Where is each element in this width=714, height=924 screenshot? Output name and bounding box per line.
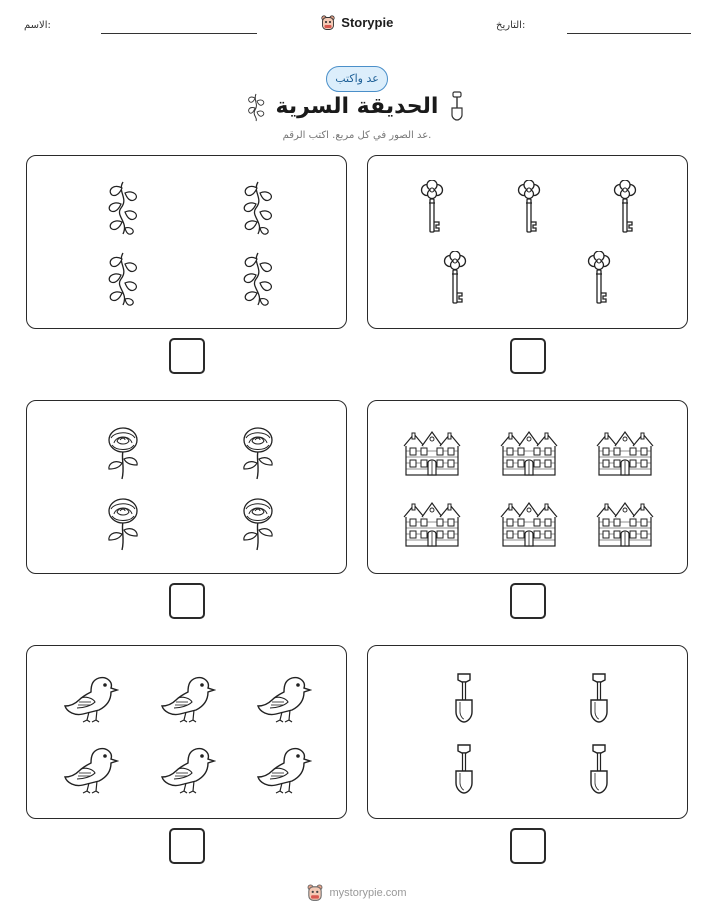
counting-box [367,645,688,819]
storypie-mascot-icon [307,884,323,902]
key-icon [515,180,543,236]
bird-icon [63,672,119,724]
name-label: الاسم: [24,20,51,31]
bird-icon [256,672,312,724]
brand-logo [0,14,714,31]
answer-box[interactable] [510,828,546,864]
answer-box[interactable] [169,828,205,864]
bird-icon [160,672,216,724]
shovel-icon [587,672,611,724]
bird-icon [63,743,119,795]
answer-box[interactable] [169,338,205,374]
bird-icon [256,743,312,795]
vine-icon [238,180,278,236]
key-icon [611,180,639,236]
answer-box[interactable] [510,338,546,374]
bird-icon [160,743,216,795]
date-label: التاريخ: [496,20,526,31]
house-icon [499,500,559,548]
footer [0,884,714,902]
answer-box[interactable] [169,583,205,619]
key-icon [418,180,446,236]
rose-icon [103,425,143,481]
shovel-icon [452,743,476,795]
counting-box [26,155,347,329]
page-title: الحديقة السرية [275,94,439,119]
shovel-icon [449,91,465,121]
name-line[interactable] [101,33,257,34]
counting-box [26,645,347,819]
house-icon [499,429,559,477]
shovel-icon [452,672,476,724]
key-icon [441,251,469,307]
vine-icon [238,251,278,307]
rose-icon [238,496,278,552]
storypie-mascot-icon [321,15,335,31]
shovel-icon [587,743,611,795]
footer-url[interactable]: mystorypie.com [329,887,407,899]
key-icon [585,251,613,307]
vine-icon [103,180,143,236]
activity-badge: عد واكتب [326,66,388,92]
date-line[interactable] [567,33,691,34]
house-icon [402,429,462,477]
brand-name: Storypie [341,15,394,31]
counting-box [367,155,688,329]
rose-icon [238,425,278,481]
house-icon [595,429,655,477]
counting-box [367,400,688,574]
vine-icon [103,251,143,307]
instructions-text: عد الصور في كل مربع. اكتب الرقم. [282,130,432,141]
answer-box[interactable] [510,583,546,619]
counting-box [26,400,347,574]
house-icon [402,500,462,548]
house-icon [595,500,655,548]
rose-icon [103,496,143,552]
